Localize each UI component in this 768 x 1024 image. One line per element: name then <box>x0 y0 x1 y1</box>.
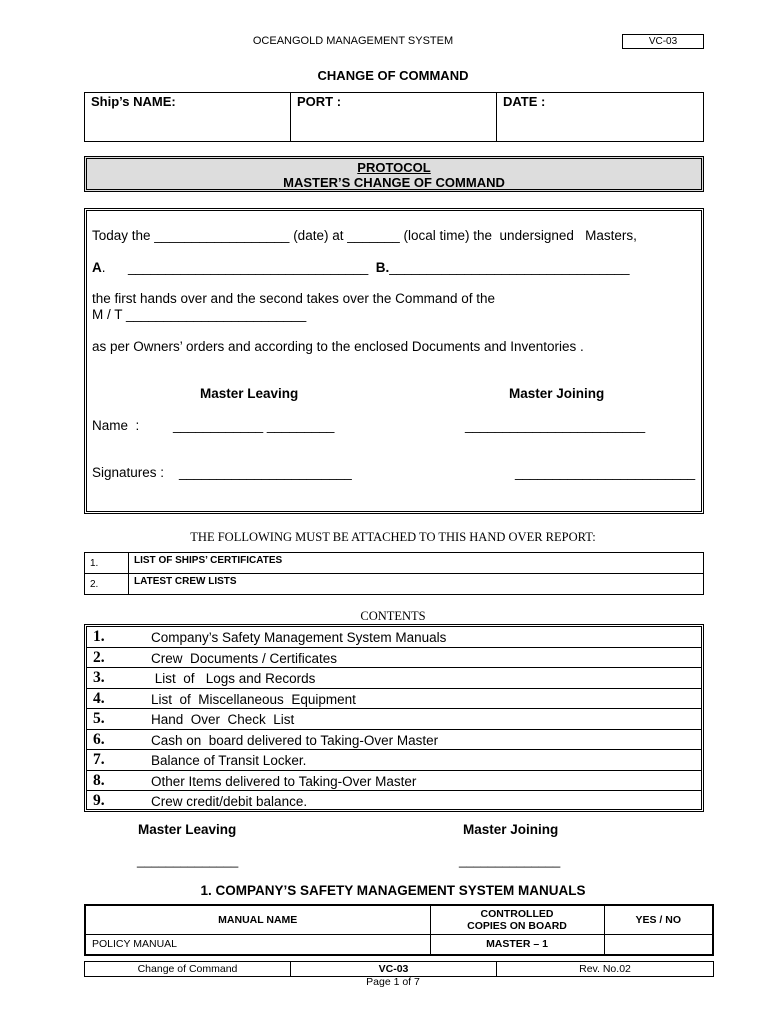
attachments-table <box>84 552 704 595</box>
list-item <box>87 627 701 648</box>
table-row <box>85 574 704 595</box>
item-number: 8. <box>93 771 105 789</box>
footer-doc-code: VC-03 <box>291 962 497 977</box>
system-name: OCEANGOLD MANAGEMENT SYSTEM <box>252 35 454 47</box>
item-number: 6. <box>93 730 105 748</box>
master-leaving-heading: Master Leaving <box>200 386 299 401</box>
signoff-master-joining: Master Joining <box>463 822 559 837</box>
attachment-title: LATEST CREW LISTS <box>129 574 704 595</box>
item-text: Crew Documents / Certificates <box>151 650 338 666</box>
attachment-number: 1. <box>85 553 129 574</box>
ship-name-field[interactable]: Ship’s NAME: <box>85 93 291 142</box>
item-text: Cash on board delivered to Taking-Over Master <box>151 732 439 748</box>
list-item <box>87 689 701 710</box>
table-row <box>85 553 704 574</box>
attachments-note: THE FOLLOWING MUST BE ATTACHED TO THIS HAND OVER REPORT: <box>190 530 596 544</box>
list-item <box>87 709 701 730</box>
footer-revision: Rev. No.02 <box>497 962 714 977</box>
list-item <box>87 668 701 689</box>
date-field[interactable]: DATE : <box>497 93 704 142</box>
list-item <box>87 791 701 812</box>
item-text: Hand Over Check List <box>151 712 295 727</box>
attachment-number: 2. <box>85 574 129 595</box>
handover-statement: Today the __________________ (date) at _______ (local time) the undersigned Masters, <box>92 228 637 243</box>
item-text: List of Miscellaneous Equipment <box>151 691 356 707</box>
item-number: 5. <box>93 710 105 727</box>
signoff-joining-line[interactable]: ______________ <box>459 853 561 868</box>
column-header-copies-line1: CONTROLLED <box>480 907 554 920</box>
item-number: 1. <box>93 628 105 645</box>
port-field[interactable]: PORT : <box>291 93 497 142</box>
section-title: 1. COMPANY’S SAFETY MANAGEMENT SYSTEM MANUALS <box>200 883 586 898</box>
copies-cell: MASTER – 1 <box>430 934 604 955</box>
item-number: 4. <box>93 689 105 707</box>
signature-leaving-field[interactable]: Signatures : _______________________ <box>92 465 352 480</box>
item-number: 3. <box>93 669 105 686</box>
name-leaving-field[interactable]: Name : ____________ _________ <box>92 418 335 433</box>
column-header-copies-line2: COPIES ON BOARD <box>467 919 567 932</box>
item-text: Crew credit/debit balance. <box>151 794 308 809</box>
item-text: Company’s Safety Management System Manuals <box>151 630 447 645</box>
protocol-banner <box>84 156 704 192</box>
column-header-copies <box>430 905 604 934</box>
signature-joining-field[interactable]: ________________________ <box>515 465 696 480</box>
owners-orders-statement: as per Owners’ orders and according to the enclosed Documents and Inventories . <box>92 339 584 354</box>
contents-heading: CONTENTS <box>360 609 426 623</box>
protocol-subheading: MASTER’S CHANGE OF COMMAND <box>283 175 505 190</box>
ship-info-table <box>84 92 704 142</box>
signoff-master-leaving: Master Leaving <box>138 822 237 837</box>
protocol-body <box>84 208 704 514</box>
vessel-blank[interactable]: M / T ________________________ <box>92 307 307 322</box>
footer-doc-title: Change of Command <box>85 962 291 977</box>
item-number: 9. <box>93 792 105 809</box>
command-statement: the first hands over and the second takes over the Command of the <box>92 291 495 306</box>
item-number: 2. <box>93 648 105 666</box>
item-text: List of Logs and Records <box>151 671 316 686</box>
master-joining-heading: Master Joining <box>509 386 605 401</box>
table-header-row <box>85 905 713 934</box>
attachment-title: LIST OF SHIPS’ CERTIFICATES <box>129 553 704 574</box>
table-row <box>85 934 713 955</box>
list-item <box>87 771 701 792</box>
item-number: 7. <box>93 751 105 768</box>
master-a-label: A <box>92 260 102 275</box>
list-item <box>87 730 701 751</box>
footer-table <box>84 961 714 977</box>
column-header-manual: MANUAL NAME <box>85 905 430 934</box>
master-b-blank[interactable]: ________________________________ <box>389 260 630 275</box>
item-text: Other Items delivered to Taking-Over Master <box>151 773 417 789</box>
manual-name-cell: POLICY MANUAL <box>85 934 430 955</box>
list-item <box>87 648 701 669</box>
signoff-leaving-line[interactable]: ______________ <box>137 853 239 868</box>
protocol-heading: PROTOCOL <box>357 160 431 175</box>
list-item <box>87 750 701 771</box>
document-code: VC-03 <box>622 34 704 49</box>
manuals-table <box>84 904 714 956</box>
contents-list <box>84 624 704 812</box>
master-b-label: B. <box>375 260 390 275</box>
master-a-blank[interactable]: . ________________________________ <box>101 260 376 275</box>
name-joining-field[interactable]: ________________________ <box>465 418 646 433</box>
masters-line <box>92 260 630 275</box>
column-header-yesno: YES / NO <box>604 905 713 934</box>
item-text: Balance of Transit Locker. <box>151 753 307 768</box>
page-number: Page 1 of 7 <box>366 976 420 988</box>
page-title: CHANGE OF COMMAND <box>317 68 469 83</box>
yesno-cell[interactable] <box>604 934 713 955</box>
